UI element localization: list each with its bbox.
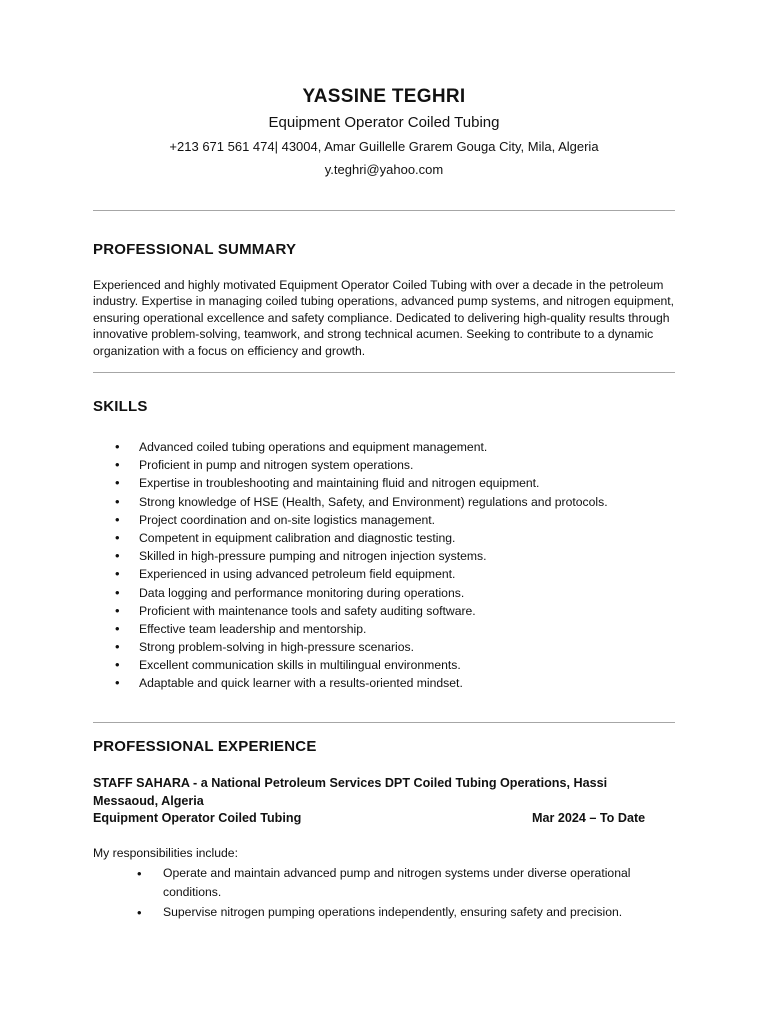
contact-line: +213 671 561 474| 43004, Amar Guillelle Grarem Gouga City, Mila, Algeria bbox=[169, 139, 599, 154]
skill-item: • Proficient with maintenance tools and safety auditing software. bbox=[93, 602, 693, 620]
divider-skills bbox=[93, 722, 675, 723]
skill-item: • Competent in equipment calibration and diagnostic testing. bbox=[93, 529, 693, 547]
summary-heading: PROFESSIONAL SUMMARY bbox=[93, 241, 297, 258]
skill-item: • Data logging and performance monitoring during operations. bbox=[93, 584, 693, 602]
job-title: Equipment Operator Coiled Tubing bbox=[93, 811, 302, 825]
responsibilities-list bbox=[93, 864, 673, 923]
skill-item: • Experienced in using advanced petroleum field equipment. bbox=[93, 565, 693, 583]
skill-item: • Adaptable and quick learner with a results-oriented mindset. bbox=[93, 674, 693, 692]
skill-item: • Advanced coiled tubing operations and equipment management. bbox=[93, 438, 693, 456]
candidate-name: YASSINE TEGHRI bbox=[302, 86, 466, 107]
skills-heading: SKILLS bbox=[93, 398, 148, 415]
responsibility-item: • Operate and maintain advanced pump and nitrogen systems under diverse operational conditions. bbox=[93, 864, 673, 902]
email-address: y.teghri@yahoo.com bbox=[324, 162, 444, 177]
skill-item: • Effective team leadership and mentorship. bbox=[93, 620, 693, 638]
candidate-title: Equipment Operator Coiled Tubing bbox=[268, 114, 500, 131]
divider-summary bbox=[93, 372, 675, 373]
experience-heading: PROFESSIONAL EXPERIENCE bbox=[93, 738, 317, 755]
responsibility-item: • Supervise nitrogen pumping operations independently, ensuring safety and precision. bbox=[93, 903, 673, 922]
divider-header bbox=[93, 210, 675, 211]
skill-item: • Skilled in high-pressure pumping and nitrogen injection systems. bbox=[93, 547, 693, 565]
skills-list bbox=[93, 438, 693, 693]
employer-name: STAFF SAHARA - a National Petroleum Services DPT Coiled Tubing Operations, Hassi Messaoud, Algeria bbox=[93, 776, 608, 808]
skill-item: • Strong knowledge of HSE (Health, Safety, and Environment) regulations and protocols. bbox=[93, 493, 693, 511]
job-dates: Mar 2024 – To Date bbox=[532, 811, 646, 825]
skill-item: • Expertise in troubleshooting and maintaining fluid and nitrogen equipment. bbox=[93, 474, 693, 492]
skill-item: • Excellent communication skills in multilingual environments. bbox=[93, 656, 693, 674]
skill-item: • Strong problem-solving in high-pressure scenarios. bbox=[93, 638, 693, 656]
skill-item: • Proficient in pump and nitrogen system operations. bbox=[93, 456, 693, 474]
summary-text: Experienced and highly motivated Equipment Operator Coiled Tubing with over a decade in the petroleum industry. Expertise in managing coiled tubing operations, advanced pump systems, and nitrogen equipment, ensuring operational excellence and safety compliance. Dedicated to delivering high-quality results through innovative problem-solving, teamwork, and strong technical acumen. Seeking to contribute to a dynamic organization with a focus on efficiency and growth. bbox=[93, 278, 675, 358]
skill-item: • Project coordination and on-site logistics management. bbox=[93, 511, 693, 529]
responsibilities-intro: My responsibilities include: bbox=[93, 846, 238, 860]
